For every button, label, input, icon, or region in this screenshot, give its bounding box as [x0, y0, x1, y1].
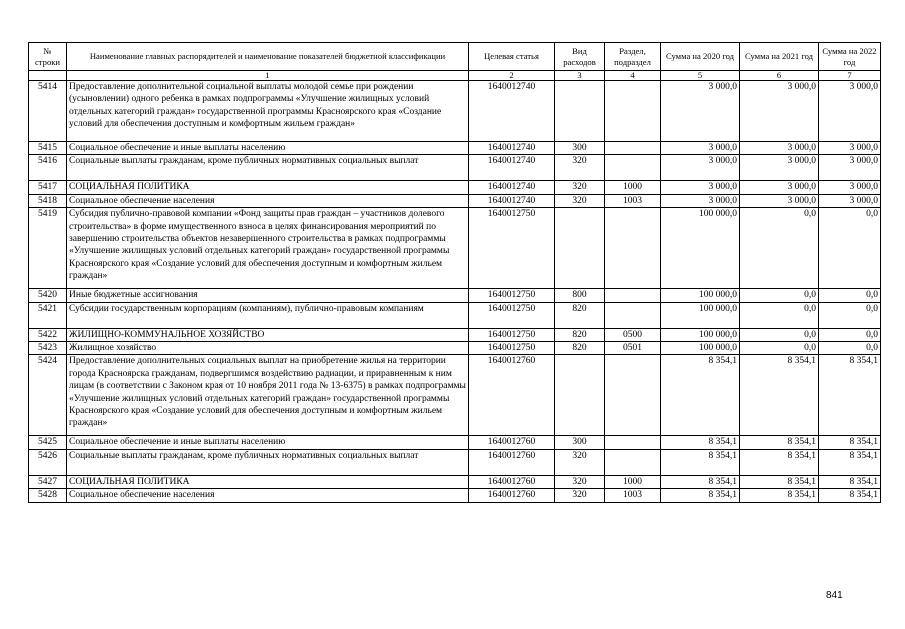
- row-sum-2022: 8 354,1: [819, 436, 881, 449]
- row-sum-2020: 100 000,0: [661, 208, 740, 289]
- row-number: 5418: [29, 194, 67, 207]
- row-target-code: 1640012750: [469, 342, 555, 355]
- row-sum-2022: 0,0: [819, 342, 881, 355]
- row-expense-type: [555, 81, 605, 142]
- row-name: Субсидии государственным корпорациям (компаниям), публично-правовым компаниям: [67, 302, 469, 328]
- table-row: [29, 142, 881, 155]
- row-number: 5423: [29, 342, 67, 355]
- row-target-code: 1640012750: [469, 302, 555, 328]
- column-number: 4: [605, 71, 661, 81]
- row-sum-2020: 3 000,0: [661, 81, 740, 142]
- table-row: [29, 489, 881, 502]
- row-number: 5417: [29, 181, 67, 194]
- row-sum-2022: 3 000,0: [819, 155, 881, 181]
- column-number: 3: [555, 71, 605, 81]
- row-sum-2020: 8 354,1: [661, 436, 740, 449]
- table-row: [29, 194, 881, 207]
- row-number: 5427: [29, 475, 67, 488]
- row-target-code: 1640012760: [469, 449, 555, 475]
- row-sum-2021: 3 000,0: [740, 81, 819, 142]
- row-sum-2022: 8 354,1: [819, 355, 881, 436]
- header-code: Целевая статья: [469, 43, 555, 71]
- header-name: Наименование главных распорядителей и наименование показателей бюджетной классификации: [67, 43, 469, 71]
- table-header-row: [29, 43, 881, 71]
- row-number: 5415: [29, 142, 67, 155]
- row-section: 0501: [605, 342, 661, 355]
- row-section: [605, 449, 661, 475]
- row-section: [605, 355, 661, 436]
- row-sum-2021: 0,0: [740, 208, 819, 289]
- row-target-code: 1640012750: [469, 328, 555, 341]
- header-sum-2021: Сумма на 2021 год: [740, 43, 819, 71]
- row-sum-2022: 3 000,0: [819, 181, 881, 194]
- row-sum-2020: 3 000,0: [661, 194, 740, 207]
- row-sum-2021: 0,0: [740, 289, 819, 302]
- row-target-code: 1640012760: [469, 436, 555, 449]
- row-section: 1000: [605, 475, 661, 488]
- row-expense-type: 320: [555, 475, 605, 488]
- row-sum-2020: 100 000,0: [661, 289, 740, 302]
- row-sum-2021: 3 000,0: [740, 155, 819, 181]
- row-section: 0500: [605, 328, 661, 341]
- header-sum-2020: Сумма на 2020 год: [661, 43, 740, 71]
- row-expense-type: 300: [555, 436, 605, 449]
- table-row: [29, 208, 881, 289]
- row-target-code: 1640012740: [469, 81, 555, 142]
- table-row: [29, 436, 881, 449]
- row-sum-2022: 8 354,1: [819, 449, 881, 475]
- row-expense-type: 820: [555, 328, 605, 341]
- header-num: № строки: [29, 43, 67, 71]
- row-section: [605, 436, 661, 449]
- row-sum-2020: 3 000,0: [661, 142, 740, 155]
- row-sum-2021: 3 000,0: [740, 142, 819, 155]
- row-sum-2020: 8 354,1: [661, 489, 740, 502]
- row-number: 5424: [29, 355, 67, 436]
- row-target-code: 1640012740: [469, 194, 555, 207]
- row-expense-type: [555, 355, 605, 436]
- row-name: Жилищное хозяйство: [67, 342, 469, 355]
- row-sum-2022: 0,0: [819, 328, 881, 341]
- row-sum-2020: 100 000,0: [661, 328, 740, 341]
- row-target-code: 1640012750: [469, 289, 555, 302]
- row-sum-2021: 3 000,0: [740, 194, 819, 207]
- row-expense-type: 320: [555, 449, 605, 475]
- row-name: ЖИЛИЩНО-КОММУНАЛЬНОЕ ХОЗЯЙСТВО: [67, 328, 469, 341]
- row-sum-2021: 3 000,0: [740, 181, 819, 194]
- row-target-code: 1640012760: [469, 489, 555, 502]
- row-expense-type: 320: [555, 181, 605, 194]
- table-row: [29, 181, 881, 194]
- row-name: СОЦИАЛЬНАЯ ПОЛИТИКА: [67, 475, 469, 488]
- row-sum-2021: 8 354,1: [740, 449, 819, 475]
- row-sum-2020: 100 000,0: [661, 302, 740, 328]
- row-expense-type: 800: [555, 289, 605, 302]
- header-sum-2022: Сумма на 2022 год: [819, 43, 881, 71]
- row-expense-type: 320: [555, 194, 605, 207]
- column-number: 5: [661, 71, 740, 81]
- row-name: Предоставление дополнительных социальных выплат на приобретение жилья на территории города Красноярска гражданам, подвергшимся воздействию радиации, и приравненным к ним лицам (в соответствии с Законом края от 10 ноября 2011 года № 13-6375) в рамках подпрограммы «Улучшение жилищных условий отдельных категорий граждан» государственной программы Красноярского края «Создание условий для обеспечения доступным и комфортным жильем граждан»: [67, 355, 469, 436]
- row-sum-2020: 100 000,0: [661, 342, 740, 355]
- row-name: Предоставление дополнительной социальной выплаты молодой семье при рождении (усыновлении) одного ребенка в рамках подпрограммы «Улучшение жилищных условий отдельных категорий граждан» государственной программы Красноярского края «Создание условий для обеспечения доступным и комфортным жильем граждан»: [67, 81, 469, 142]
- table-row: [29, 449, 881, 475]
- row-name: Социальные выплаты гражданам, кроме публичных нормативных социальных выплат: [67, 449, 469, 475]
- row-sum-2022: 0,0: [819, 289, 881, 302]
- budget-table: [28, 42, 881, 503]
- row-sum-2022: 3 000,0: [819, 81, 881, 142]
- row-sum-2021: 0,0: [740, 302, 819, 328]
- row-sum-2022: 3 000,0: [819, 194, 881, 207]
- row-number: 5420: [29, 289, 67, 302]
- row-sum-2021: 8 354,1: [740, 489, 819, 502]
- row-section: [605, 155, 661, 181]
- row-name: Социальное обеспечение и иные выплаты населению: [67, 436, 469, 449]
- row-name: Социальное обеспечение населения: [67, 194, 469, 207]
- table-row: [29, 155, 881, 181]
- row-sum-2020: 3 000,0: [661, 181, 740, 194]
- row-number: 5421: [29, 302, 67, 328]
- table-row: [29, 289, 881, 302]
- row-sum-2021: 0,0: [740, 342, 819, 355]
- row-number: 5425: [29, 436, 67, 449]
- table-row: [29, 475, 881, 488]
- row-sum-2022: 0,0: [819, 302, 881, 328]
- row-sum-2022: 8 354,1: [819, 475, 881, 488]
- row-expense-type: 320: [555, 155, 605, 181]
- table-row: [29, 81, 881, 142]
- row-target-code: 1640012760: [469, 475, 555, 488]
- row-expense-type: 820: [555, 302, 605, 328]
- row-number: 5419: [29, 208, 67, 289]
- page-number: 841: [826, 590, 843, 601]
- row-expense-type: 320: [555, 489, 605, 502]
- row-target-code: 1640012740: [469, 181, 555, 194]
- row-section: 1003: [605, 489, 661, 502]
- row-sum-2020: 8 354,1: [661, 449, 740, 475]
- row-name: СОЦИАЛЬНАЯ ПОЛИТИКА: [67, 181, 469, 194]
- row-target-code: 1640012750: [469, 208, 555, 289]
- row-sum-2021: 8 354,1: [740, 436, 819, 449]
- column-number: [29, 71, 67, 81]
- row-number: 5428: [29, 489, 67, 502]
- row-target-code: 1640012760: [469, 355, 555, 436]
- row-expense-type: [555, 208, 605, 289]
- row-sum-2021: 0,0: [740, 328, 819, 341]
- row-sum-2021: 8 354,1: [740, 355, 819, 436]
- row-sum-2020: 8 354,1: [661, 475, 740, 488]
- row-section: [605, 208, 661, 289]
- row-expense-type: 820: [555, 342, 605, 355]
- row-name: Субсидия публично-правовой компании «Фонд защиты прав граждан – участников долевого строительства» в форме имущественного взноса в целях финансирования мероприятий по завершению строительства объектов незавершенного строительства в рамках подпрограммы «Улучшение жилищных условий отдельных категорий граждан» государственной программы Красноярского края «Создание условий для обеспечения доступным и комфортным жильем граждан»: [67, 208, 469, 289]
- row-sum-2022: 8 354,1: [819, 489, 881, 502]
- row-section: 1000: [605, 181, 661, 194]
- row-section: 1003: [605, 194, 661, 207]
- row-number: 5414: [29, 81, 67, 142]
- row-target-code: 1640012740: [469, 155, 555, 181]
- row-sum-2020: 3 000,0: [661, 155, 740, 181]
- row-section: [605, 81, 661, 142]
- row-sum-2021: 8 354,1: [740, 475, 819, 488]
- row-number: 5416: [29, 155, 67, 181]
- table-row: [29, 342, 881, 355]
- column-number: 1: [67, 71, 469, 81]
- row-section: [605, 302, 661, 328]
- row-sum-2022: 3 000,0: [819, 142, 881, 155]
- row-section: [605, 142, 661, 155]
- header-type: Вид расходов: [555, 43, 605, 71]
- row-section: [605, 289, 661, 302]
- column-number: 6: [740, 71, 819, 81]
- row-sum-2020: 8 354,1: [661, 355, 740, 436]
- column-numbers-row: [29, 71, 881, 81]
- row-name: Социальное обеспечение населения: [67, 489, 469, 502]
- table-row: [29, 355, 881, 436]
- table-row: [29, 328, 881, 341]
- row-number: 5426: [29, 449, 67, 475]
- row-target-code: 1640012740: [469, 142, 555, 155]
- header-section: Раздел, подраздел: [605, 43, 661, 71]
- row-name: Социальные выплаты гражданам, кроме публичных нормативных социальных выплат: [67, 155, 469, 181]
- column-number: 7: [819, 71, 881, 81]
- row-number: 5422: [29, 328, 67, 341]
- row-name: Иные бюджетные ассигнования: [67, 289, 469, 302]
- row-sum-2022: 0,0: [819, 208, 881, 289]
- column-number: 2: [469, 71, 555, 81]
- row-expense-type: 300: [555, 142, 605, 155]
- row-name: Социальное обеспечение и иные выплаты населению: [67, 142, 469, 155]
- table-row: [29, 302, 881, 328]
